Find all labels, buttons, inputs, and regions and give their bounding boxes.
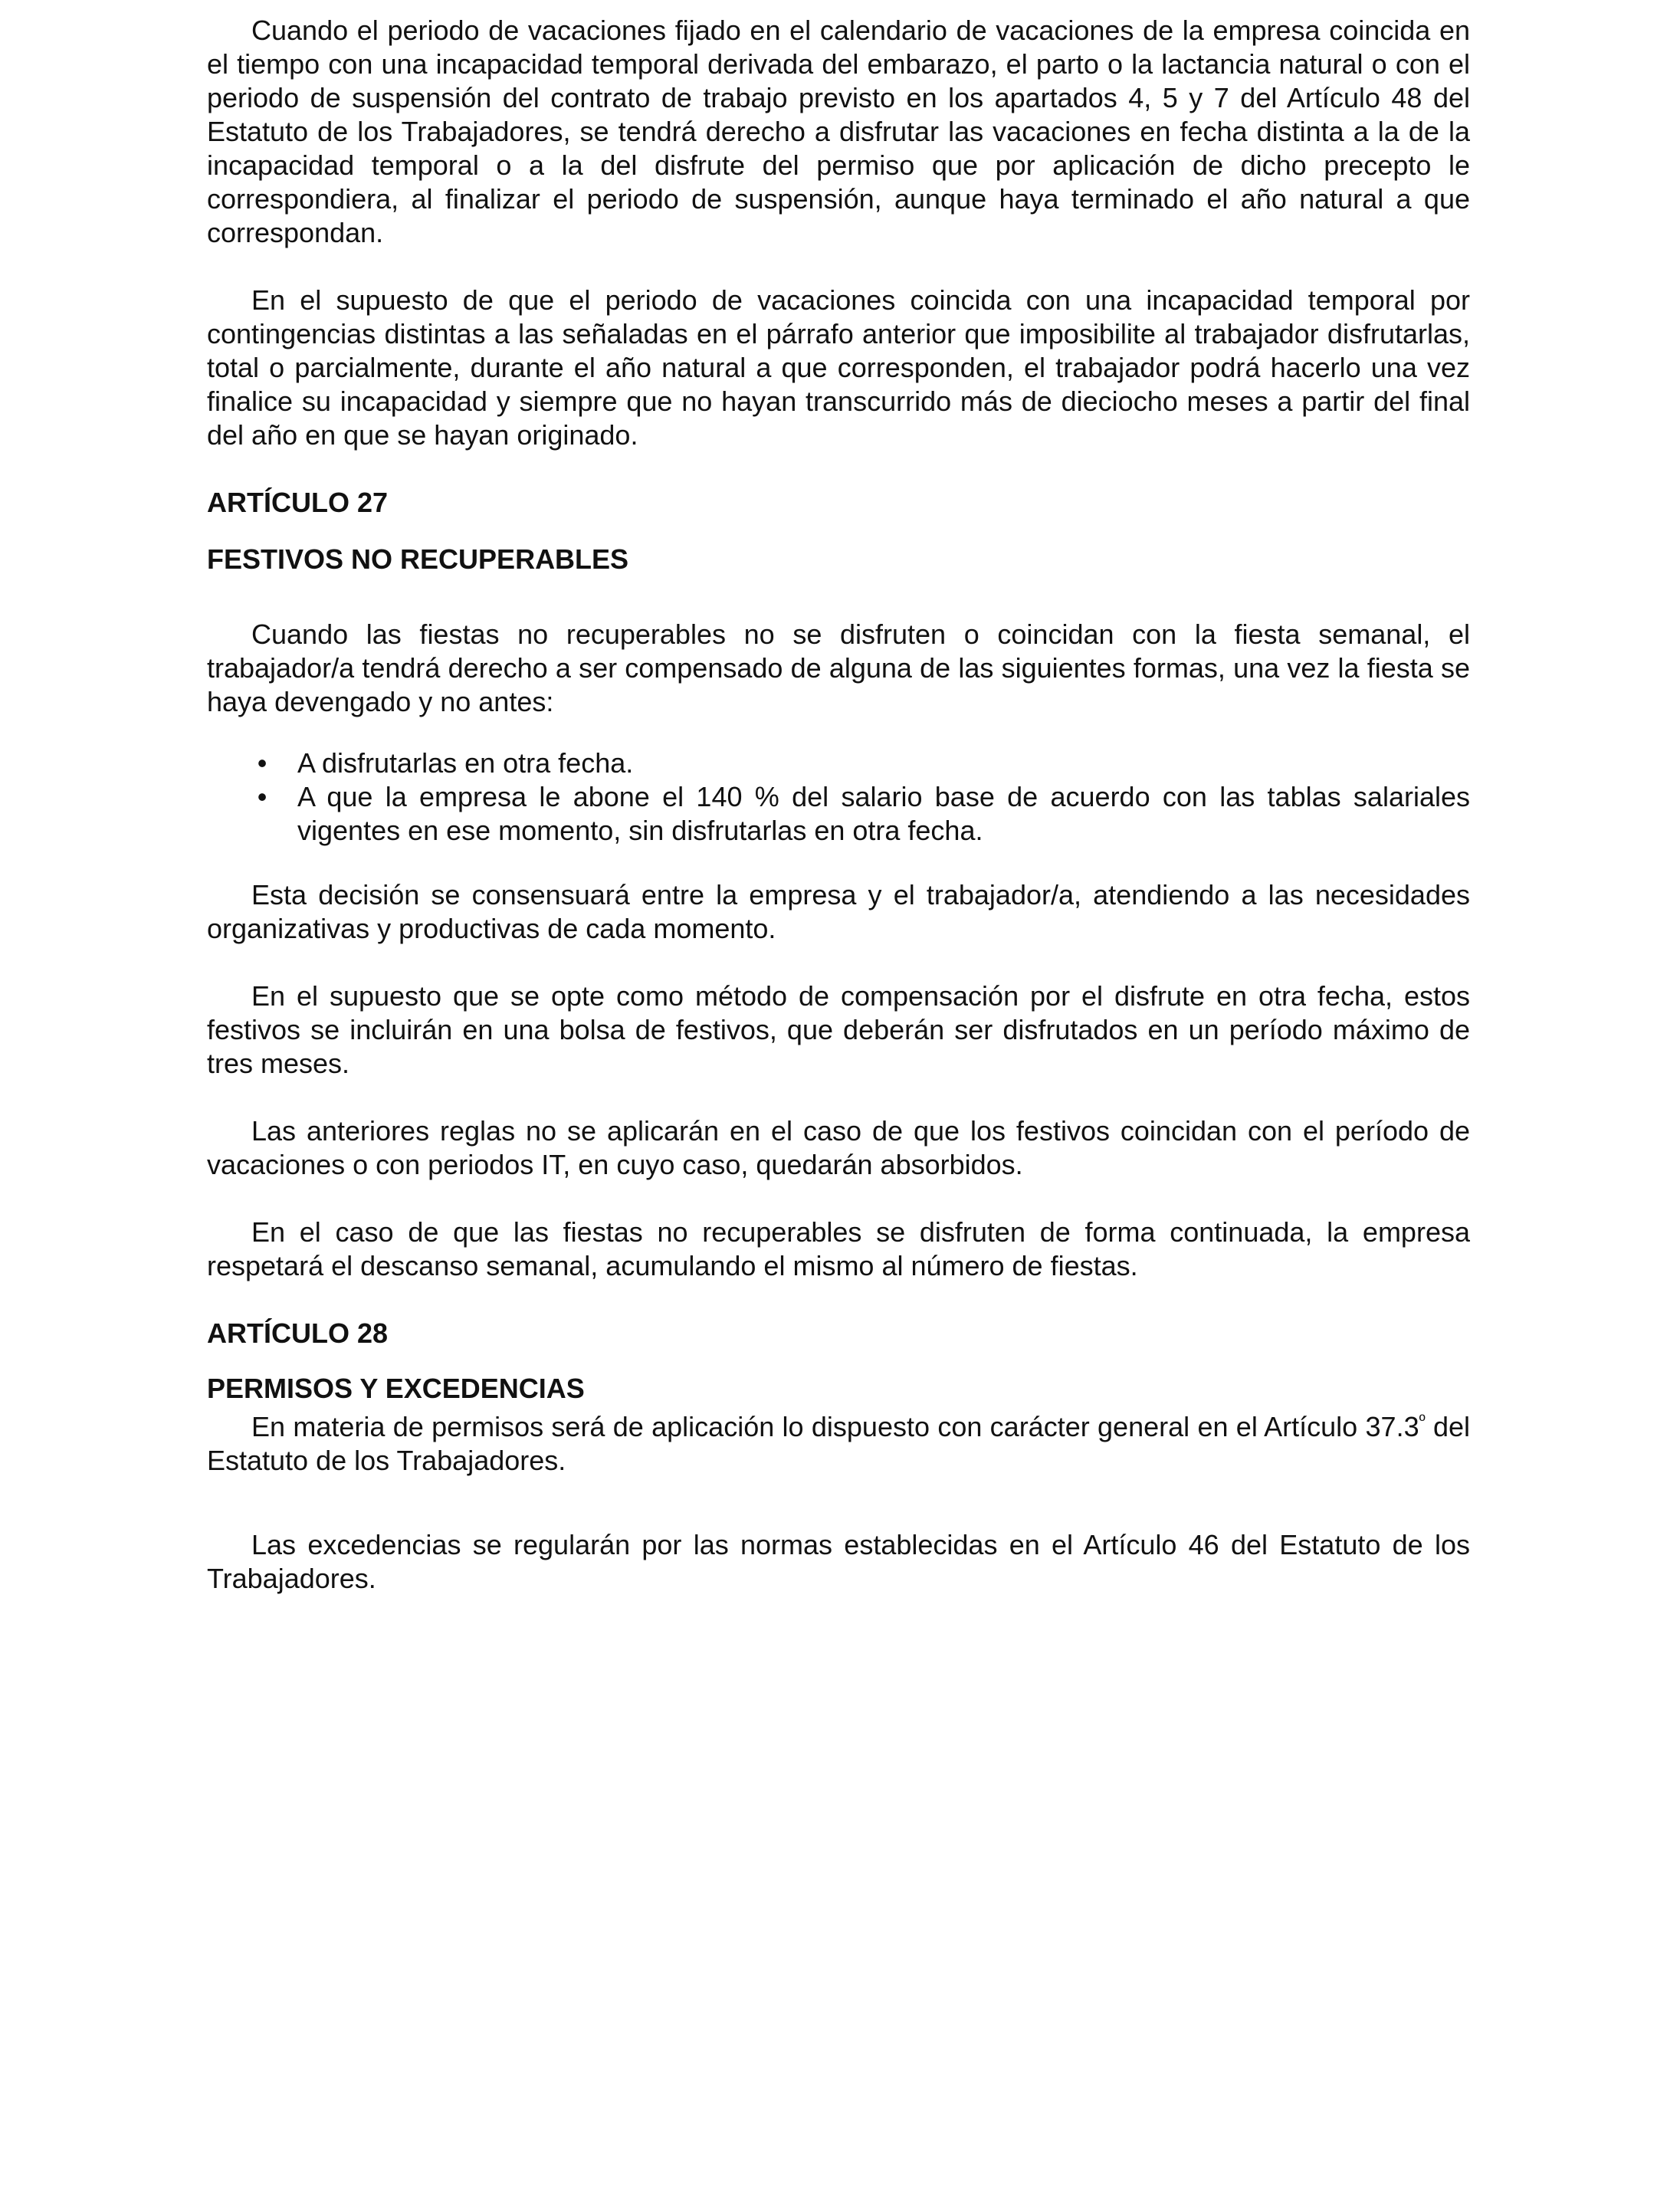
paragraph-bolsa-festivos: En el supuesto que se opte como método de compensación por el disfrute en otra fecha, estos festivos se incluirán en una bolsa de festivos, que deberán ser disfrutados en un período máximo de tres meses. — [207, 980, 1470, 1079]
bullet-icon: • — [257, 747, 267, 779]
document-page — [207, 14, 1470, 1596]
paragraph-vacaciones-2: En el supuesto de que el periodo de vacaciones coincida con una incapacidad temporal por contingencias distintas a las señaladas en el párrafo anterior que imposibilite al trabajador disfrutarlas, total o parcialmente, durante el año natural a que corresponden, el trabajador podrá hacerlo una vez finalice su incapacidad y siempre que no hayan transcurrido más de dieciocho meses a partir del final del año en que se hayan originado. — [207, 284, 1470, 451]
paragraph-decision: Esta decisión se consensuará entre la empresa y el trabajador/a, atendiendo a las necesidades organizativas y productivas de cada momento. — [207, 879, 1470, 944]
list-item — [207, 746, 1470, 780]
paragraph-reglas: Las anteriores reglas no se aplicarán en el caso de que los festivos coincidan con el período de vacaciones o con periodos IT, en cuyo caso, quedarán absorbidos. — [207, 1115, 1470, 1180]
list-item — [207, 780, 1470, 848]
article-27-heading: ARTÍCULO 27 — [207, 487, 389, 518]
paragraph-festivos-intro: Cuando las fiestas no recuperables no se disfruten o coincidan con la fiesta semanal, el trabajador/a tendrá derecho a ser compensado de alguna de las siguientes formas, una vez la fiesta se haya devengado y no antes: — [207, 618, 1470, 717]
paragraph-vacaciones-1: Cuando el periodo de vacaciones fijado en el calendario de vacaciones de la empresa coincida en el tiempo con una incapacidad temporal derivada del embarazo, el parto o la lactancia natural o con el periodo de suspensión del contrato de trabajo previsto en los apartados 4, 5 y 7 del Artículo 48 del Estatuto de los Trabajadores, se tendrá derecho a disfrutar las vacaciones en fecha distinta a la de la incapacidad temporal o a la del disfrute del permiso que por aplicación de dicho precepto le correspondiera, al finalizar el periodo de suspensión, aunque haya terminado el año natural a que correspondan. — [207, 15, 1470, 248]
bullet-icon: • — [257, 781, 267, 812]
list-item-text: A disfrutarlas en otra fecha. — [297, 747, 634, 779]
list-item-text: A que la empresa le abone el 140 % del salario base de acuerdo con las tablas salariales vigentes en ese momento, sin disfrutarlas en otra fecha. — [297, 781, 1470, 846]
compensation-list — [207, 746, 1470, 848]
permisos-text: En materia de permisos será de aplicación lo dispuesto con carácter general en el Artículo 37.3 — [251, 1411, 1419, 1442]
paragraph-permisos — [207, 1410, 1470, 1478]
article-28-title: PERMISOS Y EXCEDENCIAS — [207, 1373, 585, 1404]
paragraph-excedencias: Las excedencias se regularán por las normas establecidas en el Artículo 46 del Estatuto de los Trabajadores. — [207, 1529, 1470, 1594]
paragraph-continuada: En el caso de que las fiestas no recuperables se disfruten de forma continuada, la empresa respetará el descanso semanal, acumulando el mismo al número de fiestas. — [207, 1216, 1470, 1281]
article-27-title: FESTIVOS NO RECUPERABLES — [207, 543, 629, 575]
ordinal-superscript: º — [1419, 1411, 1426, 1430]
article-28-heading: ARTÍCULO 28 — [207, 1317, 389, 1349]
permisos-tail: del Estatuto de los Trabajadores. — [207, 1411, 1470, 1476]
